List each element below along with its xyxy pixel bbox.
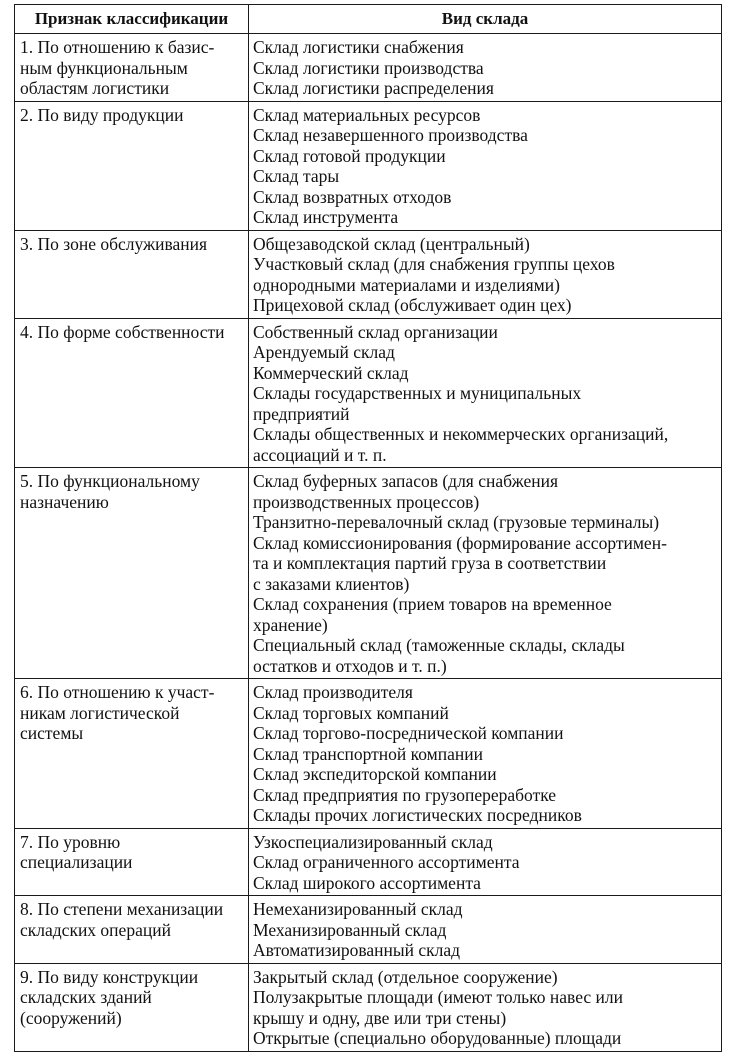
warehouse-types-cell [249,963,722,1051]
warehouse-types-cell [249,318,722,468]
criterion-text-line: 1. По отношению к базис- [20,37,215,57]
table-row [15,896,722,964]
warehouse-type-line: Склад торгово-посреднической компании [253,723,564,743]
classification-criterion-cell [15,828,249,896]
criterion-text-line: назначению [20,491,109,512]
warehouse-type-line: Склад сохранения (прием товаров на временное [253,594,612,614]
table-header-row [15,5,722,34]
warehouse-type-line: производственных процессов) [253,491,480,512]
warehouse-types-cell [249,828,722,896]
criterion-text-line: специализации [20,852,133,872]
warehouse-type-line: Собственный склад организации [253,321,498,342]
header-warehouse-type: Вид склада [249,5,722,34]
warehouse-type-line: предприятий [253,403,350,424]
classification-criterion-cell [15,963,249,1051]
classification-criterion-cell [15,101,249,230]
classification-criterion-cell [15,468,249,679]
criterion-text-line: складских операций [20,919,171,940]
warehouse-type-line: остатков и отходов и т. п.) [253,655,447,676]
warehouse-types-cell [249,34,722,102]
warehouse-type-line: хранение) [253,614,328,635]
criterion-text-line: 9. По виду конструкции [20,966,199,987]
warehouse-type-line: Участковый склад (для снабжения группы цехов [253,254,615,274]
classification-criterion-cell [15,679,249,829]
criterion-text-line: 3. По зоне обслуживания [20,233,208,254]
warehouse-type-line: Коммерческий склад [253,362,409,383]
classification-criterion-cell [15,34,249,102]
criterion-text-line: 2. По виду продукции [20,104,184,125]
table-row [15,828,722,896]
warehouse-type-line: Склад экспедиторской компании [253,764,497,784]
warehouse-type-line: Узкоспециализированный склад [253,831,493,852]
warehouse-type-line: Немеханизированный склад [253,899,463,919]
warehouse-type-line: Прицеховой склад (обслуживает один цех) [253,295,572,315]
warehouse-classification-table [14,4,722,1052]
warehouse-type-line: Склад готовой продукции [253,145,446,166]
criterion-text-line: складских зданий [20,987,152,1007]
warehouse-type-line: ассоциаций и т. п. [253,444,387,465]
warehouse-type-line: Транзитно-перевалочный склад (грузовые терминалы) [253,512,660,532]
warehouse-type-line: крышу и одну, две или три стены) [253,1007,507,1028]
classification-criterion-cell [15,230,249,318]
criterion-text-line: системы [20,723,84,743]
warehouse-types-cell [249,230,722,318]
warehouse-type-line: Склад транспортной компании [253,743,483,764]
warehouse-type-line: та и комплектация партий груза в соответствии [253,553,607,573]
warehouse-type-line: Склад незавершенного производства [253,125,528,145]
warehouse-type-line: Склад производителя [253,682,413,702]
table-body [15,34,722,1052]
criterion-text-line: 4. По форме собственности [20,321,225,342]
warehouse-type-line: Склад возвратных отходов [253,186,452,207]
warehouse-type-line: Склад торговых компаний [253,702,449,723]
table-row [15,34,722,102]
warehouse-type-line: Склад широкого ассортимента [253,872,481,893]
warehouse-type-line: Открытые (специально оборудованные) площади [253,1028,622,1048]
warehouse-type-line: Склад инструмента [253,207,399,227]
warehouse-type-line: Общезаводской склад (центральный) [253,233,530,254]
warehouse-types-cell [249,896,722,964]
criterion-text-line: областям логистики [20,78,170,98]
warehouse-type-line: Склад ограниченного ассортимента [253,852,520,872]
table-row [15,101,722,230]
warehouse-type-line: Склады государственных и муниципальных [253,383,582,403]
warehouse-type-line: однородными материалами и изделиями) [253,274,560,295]
criterion-text-line: 5. По функциональному [20,471,200,491]
table-row [15,230,722,318]
classification-criterion-cell [15,318,249,468]
criterion-text-line: ным функциональным [20,57,188,78]
table-row [15,318,722,468]
criterion-text-line: 6. По отношению к участ- [20,682,215,702]
warehouse-types-cell [249,468,722,679]
warehouse-type-line: Склады прочих логистических посредников [253,805,582,825]
criterion-text-line: никам логистической [20,702,180,723]
warehouse-type-line: Механизированный склад [253,919,447,940]
warehouse-type-line: Склад буферных запасов (для снабжения [253,471,559,491]
warehouse-types-cell [249,679,722,829]
warehouse-type-line: Склад логистики производства [253,57,484,78]
criterion-text-line: (сооружений) [20,1007,122,1028]
warehouse-type-line: Склад логистики распределения [253,78,494,98]
classification-criterion-cell [15,896,249,964]
warehouse-type-line: Склад предприятия по грузопереработке [253,784,557,805]
warehouse-type-line: Автоматизированный склад [253,940,461,960]
criterion-text-line: 7. По уровню [20,831,121,852]
table-row [15,468,722,679]
warehouse-type-line: Закрытый склад (отдельное сооружение) [253,966,558,987]
table-row [15,963,722,1051]
warehouse-type-line: с заказами клиентов) [253,573,410,594]
warehouse-types-cell [249,101,722,230]
warehouse-type-line: Склад комиссионирования (формирование ассортимен- [253,532,667,553]
warehouse-type-line: Полузакрытые площади (имеют только навес или [253,987,624,1007]
warehouse-type-line: Специальный склад (таможенные склады, склады [253,635,625,655]
warehouse-type-line: Склад материальных ресурсов [253,104,481,125]
criterion-text-line: 8. По степени механизации [20,899,224,919]
warehouse-type-line: Склад логистики снабжения [253,37,464,57]
warehouse-type-line: Склады общественных и некоммерческих организаций, [253,424,669,444]
table-row [15,679,722,829]
warehouse-type-line: Склад тары [253,166,340,186]
header-criterion: Признак классификации [15,5,249,34]
warehouse-type-line: Арендуемый склад [253,342,395,362]
